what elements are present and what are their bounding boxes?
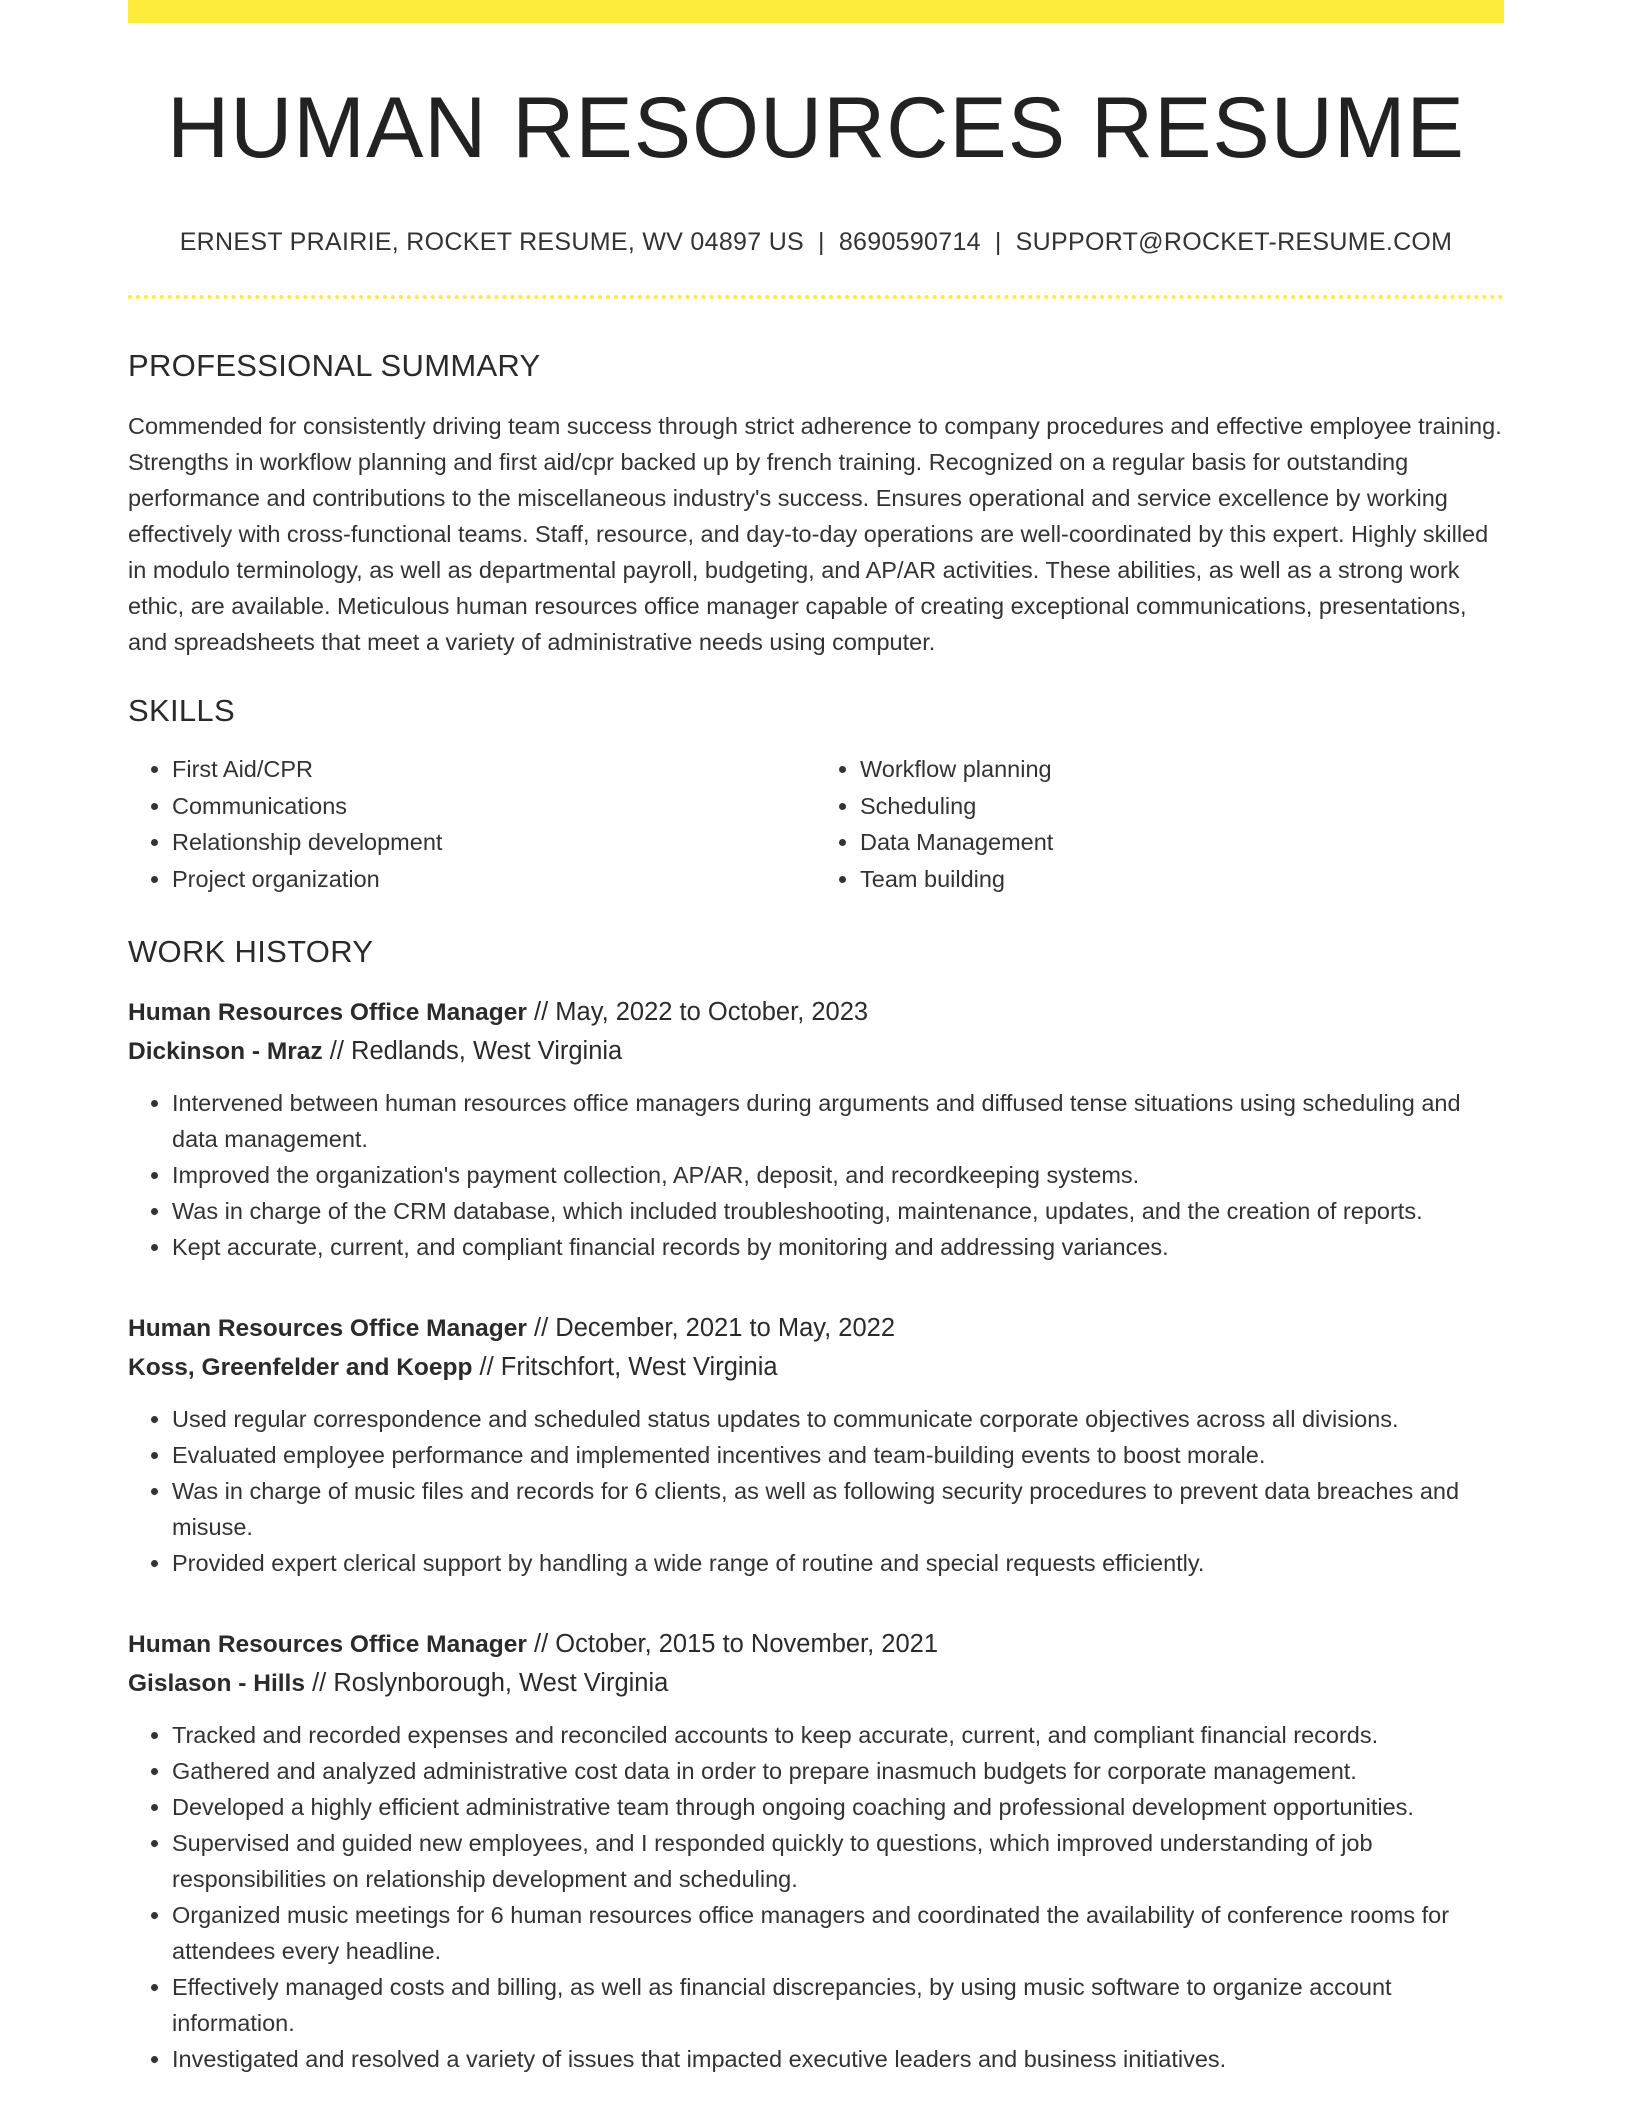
job-title: Human Resources Office Manager	[128, 1314, 527, 1342]
job-dates: // December, 2021 to May, 2022	[534, 1313, 896, 1342]
job-bullet: • Tracked and recorded expenses and reconciled accounts to keep accurate, current, and compliant financial records.	[172, 1717, 1504, 1753]
job-company: Gislason - Hills	[128, 1669, 305, 1697]
contact-address: ERNEST PRAIRIE, ROCKET RESUME, WV 04897 US	[179, 228, 805, 256]
job-company: Dickinson - Mraz	[128, 1037, 323, 1065]
job-bullet: • Kept accurate, current, and compliant financial records by monitoring and addressing variances.	[172, 1229, 1504, 1265]
job-title-line	[128, 1309, 1504, 1348]
job-bullet: • Developed a highly efficient administrative team through ongoing coaching and professional development opportunities.	[172, 1789, 1504, 1825]
job-title-line	[128, 1625, 1504, 1664]
skills-list	[128, 751, 1504, 897]
job-bullets	[128, 1717, 1504, 2077]
top-accent-bar	[128, 0, 1504, 23]
resume-title: HUMAN RESOURCES RESUME	[167, 80, 1465, 176]
job-location: // Roslynborough, West Virginia	[312, 1668, 669, 1697]
contact-phone: 8690590714	[838, 228, 981, 256]
job-entry	[128, 993, 1504, 1265]
job-title: Human Resources Office Manager	[128, 1630, 527, 1658]
skill-item: • Communications	[172, 788, 816, 825]
job-bullet: • Gathered and analyzed administrative cost data in order to prepare inasmuch budgets for corporate management.	[172, 1753, 1504, 1789]
summary-heading: PROFESSIONAL SUMMARY	[128, 348, 541, 383]
job-bullet: • Investigated and resolved a variety of issues that impacted executive leaders and business initiatives.	[172, 2041, 1504, 2077]
contact-separator: |	[994, 228, 1002, 256]
header-divider	[128, 295, 1504, 299]
job-location: // Fritschfort, West Virginia	[479, 1352, 778, 1381]
job-entry	[128, 1625, 1504, 2077]
job-bullet: • Was in charge of the CRM database, which included troubleshooting, maintenance, updates, and the creation of reports.	[172, 1193, 1504, 1229]
skill-item: • Scheduling	[860, 788, 1504, 825]
job-bullet: • Effectively managed costs and billing, as well as financial discrepancies, by using music software to organize account information.	[172, 1969, 1504, 2041]
job-bullet: • Provided expert clerical support by handling a wide range of routine and special requests efficiently.	[172, 1545, 1504, 1581]
skill-item: • First Aid/CPR	[172, 751, 816, 788]
job-dates: // October, 2015 to November, 2021	[534, 1629, 939, 1658]
job-title: Human Resources Office Manager	[128, 998, 527, 1026]
job-bullet: • Organized music meetings for 6 human resources office managers and coordinated the availability of conference rooms for attendees every headline.	[172, 1897, 1504, 1969]
summary-text: Commended for consistently driving team success through strict adherence to company procedures and effective employee training. Strengths in workflow planning and first aid/cpr backed up by french training. Recognized on a regular basis for outstanding performance and contributions to the miscellaneous industry's success. Ensures operational and service excellence by working effectively with cross-functional teams. Staff, resource, and day-to-day operations are well-coordinated by this expert. Highly skilled in modulo terminology, as well as departmental payroll, budgeting, and AP/AR activities. These abilities, as well as a strong work ethic, are available. Meticulous human resources office manager capable of creating exceptional communications, presentations, and spreadsheets that meet a variety of administrative needs using computer.	[128, 413, 1502, 656]
contact-separator: |	[818, 228, 825, 256]
job-bullet: • Intervened between human resources office managers during arguments and diffused tense situations using scheduling and data management.	[172, 1085, 1504, 1157]
skill-item: • Team building	[860, 861, 1504, 898]
job-entry	[128, 1309, 1504, 1581]
skills-column-left	[128, 751, 816, 897]
job-bullet: • Supervised and guided new employees, and I responded quickly to questions, which improved understanding of job responsibilities on relationship development and scheduling.	[172, 1825, 1504, 1897]
work-history-heading: WORK HISTORY	[128, 934, 374, 970]
job-bullets	[128, 1401, 1504, 1581]
skills-column-right	[816, 751, 1504, 897]
job-company-line	[128, 1664, 1504, 1703]
skill-item: • Workflow planning	[860, 751, 1504, 788]
contact-line	[128, 227, 1504, 257]
skills-heading: SKILLS	[128, 693, 235, 729]
job-company: Koss, Greenfelder and Koepp	[128, 1353, 473, 1381]
job-bullets	[128, 1085, 1504, 1265]
job-company-line	[128, 1032, 1504, 1071]
skill-item: • Relationship development	[172, 824, 816, 861]
resume-page	[128, 0, 1504, 2077]
job-bullet: • Evaluated employee performance and implemented incentives and team-building events to boost morale.	[172, 1437, 1504, 1473]
job-bullet: • Was in charge of music files and records for 6 clients, as well as following security procedures to prevent data breaches and misuse.	[172, 1473, 1504, 1545]
job-title-line	[128, 993, 1504, 1032]
skill-item: • Project organization	[172, 861, 816, 898]
job-dates: // May, 2022 to October, 2023	[534, 997, 869, 1026]
job-location: // Redlands, West Virginia	[329, 1036, 623, 1065]
job-bullet: • Improved the organization's payment collection, AP/AR, deposit, and recordkeeping systems.	[172, 1157, 1504, 1193]
contact-email: SUPPORT@ROCKET-RESUME.COM	[1015, 228, 1453, 256]
job-bullet: • Used regular correspondence and scheduled status updates to communicate corporate objectives across all divisions.	[172, 1401, 1504, 1437]
skill-item: • Data Management	[860, 824, 1504, 861]
job-company-line	[128, 1348, 1504, 1387]
